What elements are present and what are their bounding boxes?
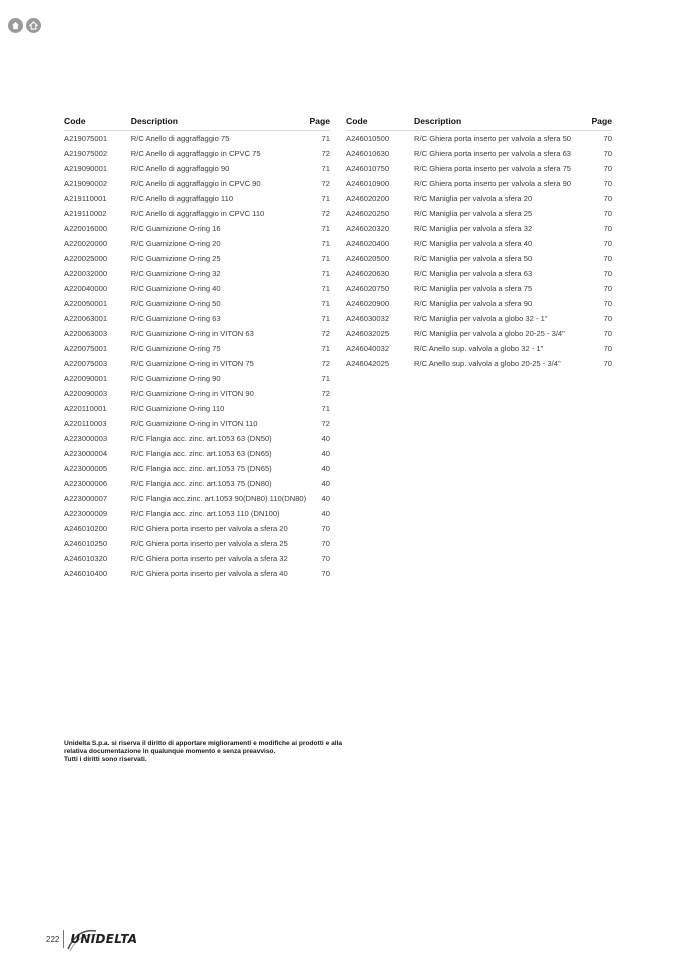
- item-description: R/C Guarnizione O-ring 40: [130, 284, 221, 293]
- item-page: 70: [603, 269, 612, 278]
- item-page: 72: [321, 329, 330, 338]
- item-code: A246040032: [346, 344, 390, 353]
- item-page: 70: [603, 239, 612, 248]
- item-code: A246042025: [346, 359, 390, 368]
- item-description: R/C Maniglia per valvola a sfera 40: [414, 239, 533, 248]
- table-header: [346, 115, 612, 131]
- item-description: R/C Ghiera porta inserto per valvola a sfera 32: [130, 554, 288, 563]
- table-row: [64, 536, 330, 551]
- item-page: 70: [321, 569, 330, 578]
- item-description: R/C Flangia acc. zinc. art.1053 63 (DN50): [130, 434, 272, 443]
- item-page: 71: [321, 299, 330, 308]
- item-description: R/C Flangia acc. zinc. art.1053 75 (DN80): [130, 479, 272, 488]
- item-page: 72: [321, 209, 330, 218]
- item-page: 70: [603, 299, 612, 308]
- table-row: [64, 476, 330, 491]
- item-code: A219110001: [64, 194, 107, 203]
- item-page: 71: [321, 269, 330, 278]
- item-page: 71: [321, 224, 330, 233]
- item-description: R/C Maniglia per valvola a globo 32 - 1": [414, 314, 548, 323]
- item-page: 40: [321, 509, 330, 518]
- item-code: A246010400: [64, 569, 108, 578]
- description-header: Description: [414, 115, 588, 131]
- table-row: [64, 176, 330, 191]
- item-page: 70: [321, 554, 330, 563]
- item-description: R/C Flangia acc.zinc. art.1053 90(DN80) 110(DN80): [130, 494, 307, 503]
- item-page: 71: [321, 404, 330, 413]
- house-icon[interactable]: [26, 18, 41, 33]
- item-description: R/C Maniglia per valvola a sfera 50: [414, 254, 533, 263]
- item-code: A223000009: [64, 509, 108, 518]
- item-code: A220090001: [64, 374, 108, 383]
- item-code: A246030032: [346, 314, 390, 323]
- table-row: [346, 326, 612, 341]
- item-description: R/C Maniglia per valvola a sfera 90: [414, 299, 533, 308]
- table-row: [64, 266, 330, 281]
- item-code: A223000007: [64, 494, 108, 503]
- item-page: 40: [321, 494, 330, 503]
- item-code: A219090002: [64, 179, 108, 188]
- footer-divider: [63, 930, 64, 948]
- item-page: 70: [603, 284, 612, 293]
- item-description: R/C Guarnizione O-ring 75: [130, 344, 221, 353]
- item-code: A220050001: [64, 299, 108, 308]
- page-header: Page: [588, 115, 612, 131]
- item-page: 40: [321, 479, 330, 488]
- index-table-right: [346, 115, 612, 371]
- table-row: [64, 371, 330, 386]
- item-page: 70: [603, 329, 612, 338]
- item-description: R/C Anello di aggraffaggio 90: [130, 164, 230, 173]
- item-code: A219075002: [64, 149, 108, 158]
- item-page: 70: [603, 344, 612, 353]
- table-row: [346, 131, 612, 147]
- item-code: A246010500: [346, 134, 390, 143]
- item-description: R/C Ghiera porta inserto per valvola a sfera 20: [130, 524, 288, 533]
- item-page: 71: [321, 164, 330, 173]
- page-number: 222: [46, 934, 60, 944]
- item-page: 70: [603, 359, 612, 368]
- item-code: A246010900: [346, 179, 390, 188]
- table-row: [346, 281, 612, 296]
- item-description: R/C Guarnizione O-ring 110: [130, 404, 225, 413]
- item-code: A246010750: [346, 164, 390, 173]
- item-description: R/C Guarnizione O-ring 32: [130, 269, 221, 278]
- item-description: R/C Anello di aggraffaggio 75: [130, 134, 230, 143]
- table-row: [64, 326, 330, 341]
- footer: [46, 928, 137, 950]
- item-description: R/C Anello sup. valvola a globo 20-25 - 3/4": [414, 359, 561, 368]
- item-code: A220040000: [64, 284, 108, 293]
- table-row: [346, 341, 612, 356]
- item-page: 40: [321, 449, 330, 458]
- item-code: A246020630: [346, 269, 390, 278]
- table-row: [346, 311, 612, 326]
- item-description: R/C Flangia acc. zinc. art.1053 75 (DN65): [130, 464, 272, 473]
- table-row: [346, 206, 612, 221]
- item-page: 71: [321, 344, 330, 353]
- item-description: R/C Ghiera porta inserto per valvola a sfera 90: [414, 179, 572, 188]
- item-page: 70: [603, 179, 612, 188]
- item-code: A220075001: [64, 344, 108, 353]
- table-row: [64, 236, 330, 251]
- item-description: R/C Anello di aggraffaggio in CPVC 110: [130, 209, 265, 218]
- item-page: 70: [603, 254, 612, 263]
- table-header: [64, 115, 330, 131]
- item-description: R/C Guarnizione O-ring in VITON 90: [130, 389, 254, 398]
- item-description: R/C Guarnizione O-ring 20: [130, 239, 221, 248]
- item-description: R/C Guarnizione O-ring 90: [130, 374, 221, 383]
- item-code: A246032025: [346, 329, 390, 338]
- table-row: [64, 431, 330, 446]
- item-description: R/C Ghiera porta inserto per valvola a sfera 75: [414, 164, 572, 173]
- item-description: R/C Maniglia per valvola a sfera 20: [414, 194, 533, 203]
- table-row: [346, 161, 612, 176]
- item-description: R/C Anello di aggraffaggio in CPVC 90: [130, 179, 261, 188]
- item-code: A219110002: [64, 209, 107, 218]
- table-row: [64, 386, 330, 401]
- item-code: A220110003: [64, 419, 107, 428]
- item-code: A220063001: [64, 314, 108, 323]
- item-page: 40: [321, 434, 330, 443]
- item-description: R/C Ghiera porta inserto per valvola a sfera 25: [130, 539, 288, 548]
- table-row: [64, 311, 330, 326]
- table-row: [346, 146, 612, 161]
- rights-text: Tutti i diritti sono riservati.: [64, 756, 147, 764]
- item-description: R/C Anello di aggraffaggio in CPVC 75: [130, 149, 261, 158]
- table-row: [346, 191, 612, 206]
- table-row: [64, 191, 330, 206]
- home-icon[interactable]: [8, 18, 23, 33]
- item-page: 72: [321, 419, 330, 428]
- table-row: [64, 296, 330, 311]
- page-header: Page: [306, 115, 330, 131]
- code-header: Code: [64, 115, 131, 131]
- item-page: 72: [321, 179, 330, 188]
- item-code: A246020400: [346, 239, 390, 248]
- item-code: A246020900: [346, 299, 390, 308]
- item-description: R/C Maniglia per valvola a globo 20-25 - 3/4": [414, 329, 565, 338]
- item-code: A223000003: [64, 434, 108, 443]
- item-description: R/C Maniglia per valvola a sfera 63: [414, 269, 533, 278]
- table-row: [64, 356, 330, 371]
- code-header: Code: [346, 115, 414, 131]
- table-row: [346, 266, 612, 281]
- item-description: R/C Guarnizione O-ring in VITON 75: [130, 359, 254, 368]
- item-page: 70: [603, 149, 612, 158]
- item-code: A220016000: [64, 224, 108, 233]
- item-code: A246020250: [346, 209, 390, 218]
- item-code: A246020320: [346, 224, 390, 233]
- item-page: 70: [603, 164, 612, 173]
- item-page: 70: [321, 539, 330, 548]
- item-code: A246010630: [346, 149, 390, 158]
- item-description: R/C Ghiera porta inserto per valvola a sfera 40: [130, 569, 288, 578]
- item-code: A220020000: [64, 239, 108, 248]
- table-row: [64, 521, 330, 536]
- item-description: R/C Guarnizione O-ring 63: [130, 314, 221, 323]
- item-code: A220075003: [64, 359, 108, 368]
- item-page: 70: [603, 209, 612, 218]
- table-row: [64, 341, 330, 356]
- item-page: 40: [321, 464, 330, 473]
- item-code: A246010320: [64, 554, 108, 563]
- item-page: 70: [603, 134, 612, 143]
- table-row: [64, 461, 330, 476]
- item-page: 70: [603, 194, 612, 203]
- item-code: A246020200: [346, 194, 390, 203]
- table-row: [64, 251, 330, 266]
- table-row: [346, 251, 612, 266]
- disclaimer: [64, 740, 344, 764]
- item-code: A223000004: [64, 449, 108, 458]
- item-description: R/C Guarnizione O-ring 25: [130, 254, 221, 263]
- table-row: [64, 146, 330, 161]
- table-row: [64, 551, 330, 566]
- table-row: [64, 491, 330, 506]
- description-header: Description: [131, 115, 306, 131]
- item-description: R/C Anello di aggraffaggio 110: [130, 194, 234, 203]
- item-page: 71: [321, 374, 330, 383]
- item-description: R/C Maniglia per valvola a sfera 75: [414, 284, 533, 293]
- item-description: R/C Ghiera porta inserto per valvola a sfera 63: [414, 149, 572, 158]
- nav-icons: [8, 18, 41, 33]
- item-page: 71: [321, 134, 330, 143]
- item-description: R/C Flangia acc. zinc. art.1053 110 (DN100): [130, 509, 280, 518]
- item-code: A220025000: [64, 254, 108, 263]
- disclaimer-text: Unidelta S.p.a. si riserva il diritto di apportare miglioramenti e modifiche ai prodotti e alla relativa documentazione in qualunque momento e senza preavviso.: [64, 740, 343, 756]
- item-description: R/C Guarnizione O-ring in VITON 63: [130, 329, 254, 338]
- item-description: R/C Maniglia per valvola a sfera 25: [414, 209, 533, 218]
- item-code: A246010200: [64, 524, 108, 533]
- index-table-left: [64, 115, 330, 581]
- item-description: R/C Anello sup. valvola a globo 32 - 1": [414, 344, 544, 353]
- table-row: [346, 221, 612, 236]
- table-row: [64, 281, 330, 296]
- item-page: 72: [321, 359, 330, 368]
- item-code: A223000005: [64, 464, 108, 473]
- item-code: A223000006: [64, 479, 108, 488]
- item-code: A246010250: [64, 539, 108, 548]
- item-code: A219090001: [64, 164, 108, 173]
- item-description: R/C Maniglia per valvola a sfera 32: [414, 224, 533, 233]
- table-row: [64, 416, 330, 431]
- table-row: [346, 236, 612, 251]
- item-page: 70: [603, 314, 612, 323]
- logo-text: UNIDELTA: [70, 932, 138, 946]
- item-code: A220032000: [64, 269, 108, 278]
- item-description: R/C Guarnizione O-ring in VITON 110: [130, 419, 258, 428]
- table-row: [64, 206, 330, 221]
- table-row: [64, 401, 330, 416]
- item-code: A246020750: [346, 284, 390, 293]
- item-page: 71: [321, 254, 330, 263]
- item-page: 71: [321, 314, 330, 323]
- table-row: [346, 356, 612, 371]
- table-row: [346, 176, 612, 191]
- table-row: [64, 131, 330, 147]
- table-row: [64, 566, 330, 581]
- table-row: [64, 446, 330, 461]
- item-page: 72: [321, 149, 330, 158]
- item-code: A246020500: [346, 254, 390, 263]
- table-row: [346, 296, 612, 311]
- item-page: 71: [321, 239, 330, 248]
- item-page: 70: [321, 524, 330, 533]
- item-description: R/C Guarnizione O-ring 50: [130, 299, 221, 308]
- item-code: A219075001: [64, 134, 108, 143]
- item-page: 71: [321, 194, 330, 203]
- table-row: [64, 506, 330, 521]
- item-page: 72: [321, 389, 330, 398]
- item-code: A220090003: [64, 389, 108, 398]
- table-row: [64, 161, 330, 176]
- item-description: R/C Ghiera porta inserto per valvola a sfera 50: [414, 134, 572, 143]
- item-description: R/C Guarnizione O-ring 16: [130, 224, 221, 233]
- unidelta-logo: [70, 932, 137, 946]
- item-code: A220110001: [64, 404, 107, 413]
- item-code: A220063003: [64, 329, 108, 338]
- table-row: [64, 221, 330, 236]
- item-description: R/C Flangia acc. zinc. art.1053 63 (DN65): [130, 449, 272, 458]
- item-page: 70: [603, 224, 612, 233]
- item-page: 71: [321, 284, 330, 293]
